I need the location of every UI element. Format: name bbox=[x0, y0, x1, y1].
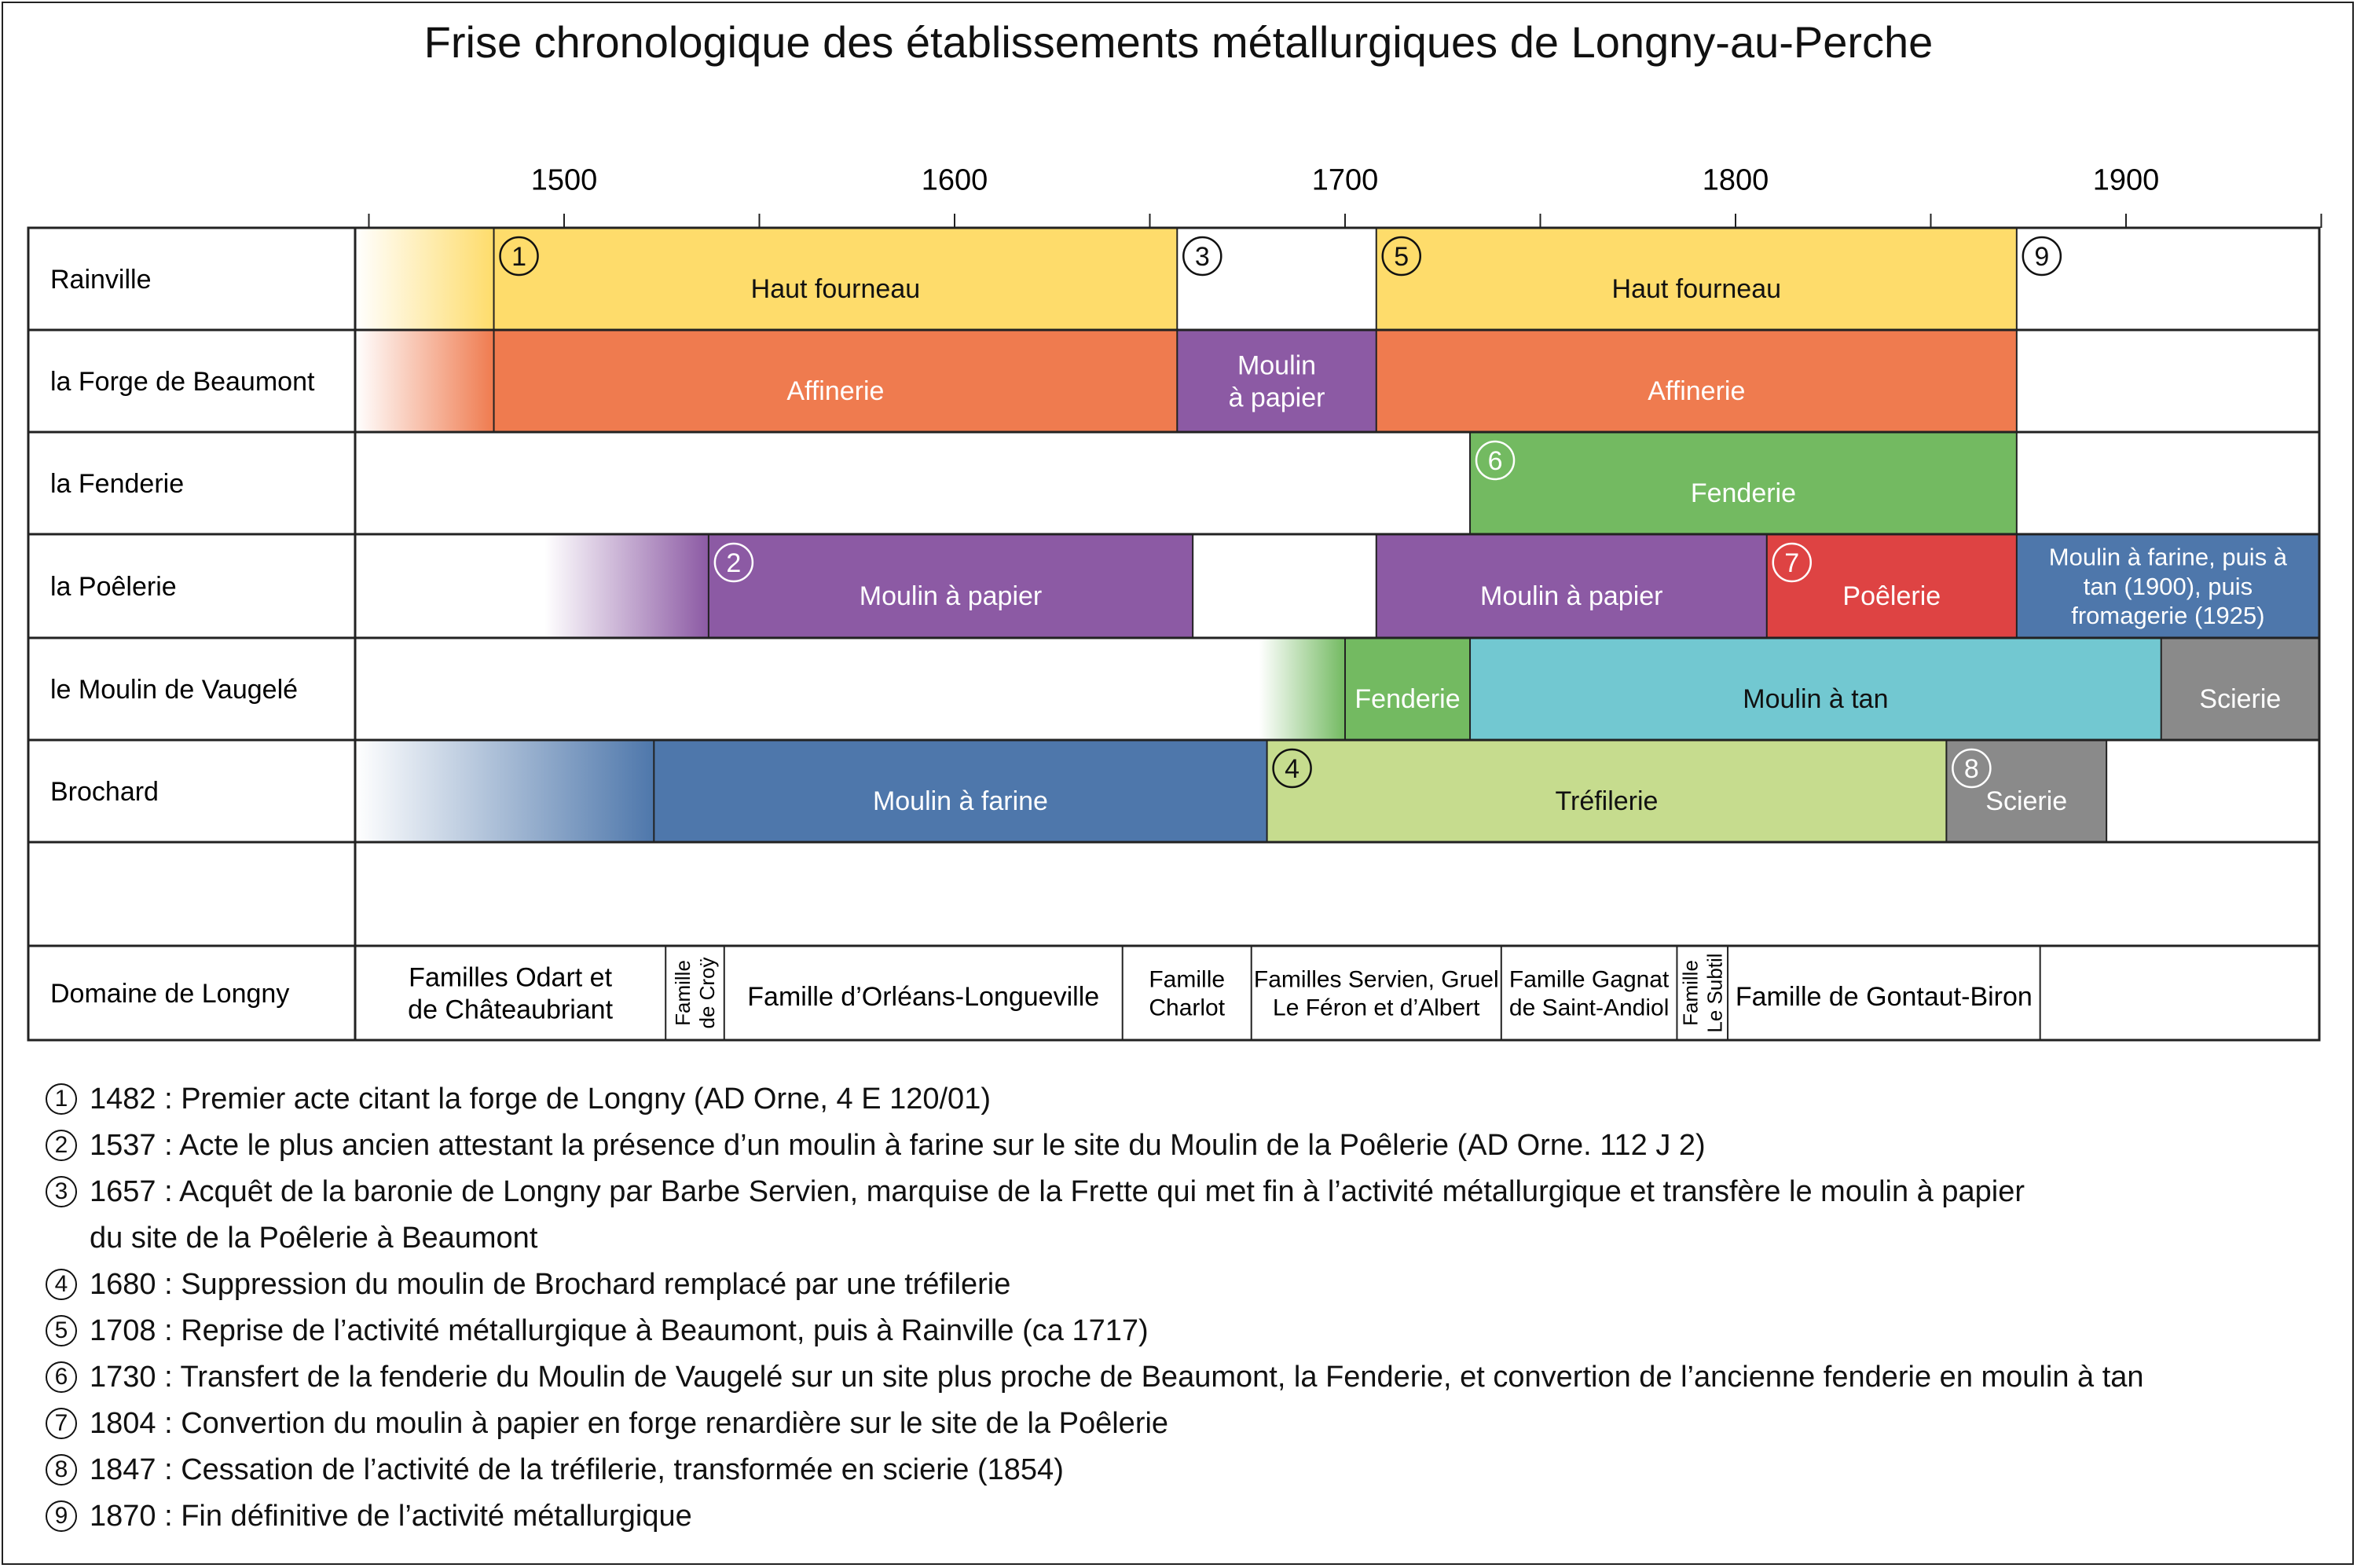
note-item bbox=[46, 1308, 2340, 1354]
domaine-label: Famille Charlot bbox=[1149, 966, 1226, 1021]
timeline-bar-label: Scierie bbox=[1985, 786, 2068, 816]
timeline-bar-fade bbox=[355, 228, 494, 330]
axis-tick-label: 1600 bbox=[921, 163, 988, 197]
timeline-bar-fade bbox=[355, 740, 654, 842]
event-marker-number: 1 bbox=[511, 241, 527, 272]
event-marker-number: 6 bbox=[1487, 445, 1503, 476]
row-label: le Moulin de Vaugelé bbox=[50, 674, 299, 705]
timeline-bar-label: Moulin à farine, puis à tan (1900), puis fromagerie (1925) bbox=[2048, 543, 2288, 630]
timeline-bar-label: Moulin à tan bbox=[1743, 683, 1889, 714]
timeline-bar-label: Fenderie bbox=[1690, 478, 1797, 508]
row-label: la Poêlerie bbox=[50, 571, 177, 602]
domaine-label: FamilleLe Subtil bbox=[1678, 953, 1727, 1033]
note-number: 6 bbox=[46, 1361, 77, 1393]
note-number: 4 bbox=[46, 1269, 77, 1300]
note-item bbox=[46, 1076, 2340, 1123]
timeline-bar-label: Moulin à papier bbox=[1228, 350, 1325, 413]
timeline-bar-label: Poêlerie bbox=[1842, 581, 1941, 611]
note-item bbox=[46, 1493, 2340, 1540]
timeline-bar-fade bbox=[544, 534, 709, 638]
timeline-bar-label: Moulin à farine bbox=[872, 786, 1048, 816]
event-marker-number: 9 bbox=[2034, 241, 2050, 272]
domaine-label: Famille de Gontaut-Biron bbox=[1735, 981, 2033, 1012]
event-marker-number: 2 bbox=[726, 548, 742, 578]
axis-tick-label: 1800 bbox=[1702, 163, 1769, 197]
figure-title: Frise chronologique des établissements métallurgiques de Longny-au-Perche bbox=[423, 17, 1934, 67]
notes-list bbox=[46, 1076, 2340, 1540]
domaine-label: Familles Odart et de Châteaubriant bbox=[408, 962, 614, 1025]
timeline-bar-label: Moulin à papier bbox=[1480, 581, 1663, 611]
note-text: 1680 : Suppression du moulin de Brochard remplacé par une tréfilerie bbox=[90, 1268, 1011, 1301]
domaine-vertical-label-group bbox=[671, 957, 719, 1028]
domaine-vertical-label-group bbox=[1678, 953, 1726, 1032]
row-label: Brochard bbox=[50, 776, 159, 807]
note-text: 1657 : Acquêt de la baronie de Longny par Barbe Servien, marquise de la Frette qui met fin à l’activité métallurgique et transfère le moulin à papier du site de la Poêlerie à Beaumont bbox=[90, 1175, 2025, 1255]
note-item bbox=[46, 1447, 2340, 1493]
note-number: 7 bbox=[46, 1408, 77, 1439]
timeline-bar-fade bbox=[1259, 638, 1345, 740]
axis-tick-label: 1700 bbox=[1311, 163, 1379, 197]
domaine-label: Famille Gagnat de Saint-Andiol bbox=[1508, 966, 1670, 1021]
axis-tick-label: 1500 bbox=[530, 163, 598, 197]
event-marker-number: 5 bbox=[1394, 241, 1409, 272]
domaine-label: Familles Servien, Gruel Le Féron et d’Albert bbox=[1253, 966, 1499, 1021]
note-number: 1 bbox=[46, 1083, 77, 1115]
note-text: 1870 : Fin définitive de l’activité métallurgique bbox=[90, 1500, 692, 1533]
event-marker-number: 7 bbox=[1784, 548, 1800, 578]
timeline-bar-label: Tréfilerie bbox=[1555, 786, 1659, 816]
row-label: Domaine de Longny bbox=[50, 978, 290, 1009]
timeline-bar-label: Haut fourneau bbox=[1611, 273, 1782, 304]
note-text: 1804 : Convertion du moulin à papier en forge renardière sur le site de la Poêlerie bbox=[90, 1407, 1169, 1440]
row-label: la Forge de Beaumont bbox=[50, 366, 315, 397]
timeline-bar-label: Haut fourneau bbox=[750, 273, 921, 304]
note-number: 8 bbox=[46, 1454, 77, 1486]
timeline-bar-label: Scierie bbox=[2199, 683, 2282, 714]
axis-tick-label: 1900 bbox=[2092, 163, 2160, 197]
event-marker-number: 4 bbox=[1285, 753, 1300, 784]
note-text: 1847 : Cessation de l’activité de la tréfilerie, transformée en scierie (1854) bbox=[90, 1453, 1064, 1486]
note-text: 1708 : Reprise de l’activité métallurgique à Beaumont, puis à Rainville (ca 1717) bbox=[90, 1314, 1149, 1347]
note-number: 2 bbox=[46, 1130, 77, 1161]
note-number: 9 bbox=[46, 1500, 77, 1532]
event-marker-number: 8 bbox=[1963, 753, 1979, 784]
timeline-bar-fade bbox=[355, 330, 494, 432]
note-item bbox=[46, 1354, 2340, 1401]
note-text: 1537 : Acte le plus ancien attestant la présence d’un moulin à farine sur le site du Moulin de la Poêlerie (AD Orne. 112 J 2) bbox=[90, 1129, 1706, 1162]
event-marker-number: 3 bbox=[1194, 241, 1210, 272]
row-label: Rainville bbox=[50, 264, 152, 295]
note-item bbox=[46, 1262, 2340, 1308]
timeline-bar-label: Affinerie bbox=[786, 376, 885, 406]
note-item bbox=[46, 1123, 2340, 1169]
domaine-label: Famille d’Orléans-Longueville bbox=[747, 981, 1100, 1012]
row-label: la Fenderie bbox=[50, 468, 185, 499]
note-item bbox=[46, 1401, 2340, 1447]
timeline-bar-label: Moulin à papier bbox=[859, 581, 1043, 611]
note-number: 5 bbox=[46, 1315, 77, 1346]
timeline-bar bbox=[1177, 330, 1376, 432]
note-text: 1482 : Premier acte citant la forge de Longny (AD Orne, 4 E 120/01) bbox=[90, 1083, 991, 1116]
timeline-bar-label: Affinerie bbox=[1648, 376, 1746, 406]
domaine-label: Famillede Croÿ bbox=[670, 957, 720, 1029]
note-number: 3 bbox=[46, 1176, 77, 1207]
timeline-bar-label: Fenderie bbox=[1354, 683, 1461, 714]
note-item bbox=[46, 1169, 2340, 1262]
note-text: 1730 : Transfert de la fenderie du Moulin de Vaugelé sur un site plus proche de Beaumont, la Fenderie, et convertion de l’ancienne fenderie en moulin à tan bbox=[90, 1361, 2144, 1394]
